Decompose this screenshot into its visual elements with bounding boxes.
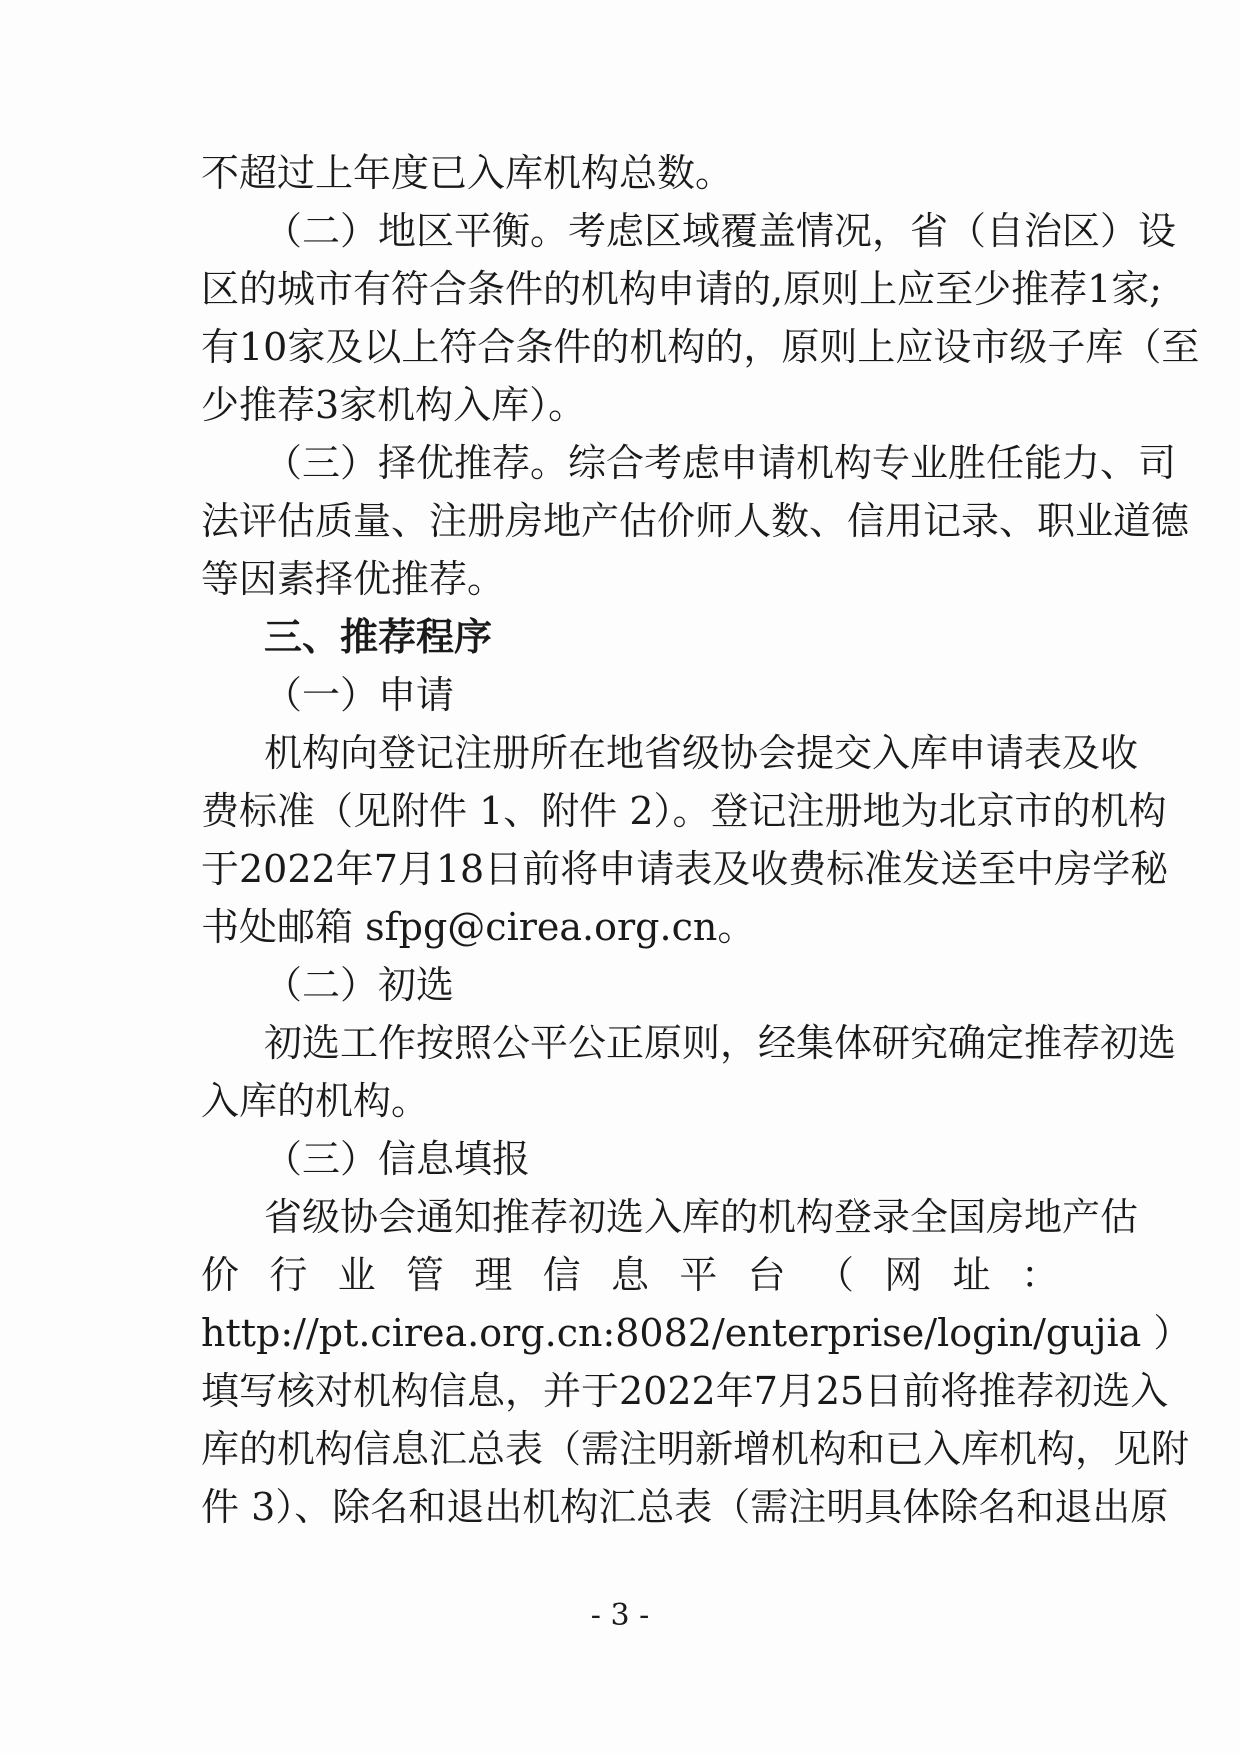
text-line: 区的城市有符合条件的机构申请的,原则上应至少推荐1家;: [201, 267, 1163, 311]
text-line: 有10家及以上符合条件的机构的，原则上应设市级子库（至: [201, 325, 1200, 369]
text-line: 于2022年7月18日前将申请表及收费标准发送至中房学秘: [201, 847, 1169, 891]
page-number: - 3 -: [590, 1598, 650, 1633]
text-line: 少推荐3家机构入库）。: [201, 383, 587, 427]
text-line: 件 3）、除名和退出机构汇总表（需注明具体除名和退出原: [201, 1485, 1169, 1529]
text-line: 价 行 业 管 理 信 息 平 台 （ 网 址 ：: [201, 1253, 1059, 1297]
text-line: 书处邮箱 sfpg@cirea.org.cn。: [201, 905, 756, 949]
text-line: （二）初选: [264, 963, 455, 1007]
text-line: （一）申请: [264, 673, 455, 717]
body-text: [201, 144, 1200, 1536]
text-line: （三）信息填报: [264, 1137, 531, 1181]
text-line: 机构向登记注册所在地省级协会提交入库申请表及收: [264, 731, 1139, 775]
text-line: 省级协会通知推荐初选入库的机构登录全国房地产估: [264, 1195, 1139, 1239]
text-line: 费标准（见附件 1、附件 2）。登记注册地为北京市的机构: [201, 789, 1167, 833]
text-line: 入库的机构。: [201, 1079, 430, 1123]
section-heading: 三、推荐程序: [264, 614, 493, 659]
text-line: 库的机构信息汇总表（需注明新增机构和已入库机构，见附: [201, 1427, 1190, 1471]
text-line: 不超过上年度已入库机构总数。: [201, 151, 734, 195]
text-line: 初选工作按照公平公正原则，经集体研究确定推荐初选: [264, 1021, 1177, 1065]
text-line: 填写核对机构信息，并于2022年7月25日前将推荐初选入: [201, 1369, 1169, 1413]
text-line: （二）地区平衡。考虑区域覆盖情况，省（自治区）设: [264, 209, 1177, 253]
text-line: http://pt.cirea.org.cn:8082/enterprise/login/gujia ）: [201, 1311, 1192, 1355]
text-line: 法评估质量、注册房地产估价师人数、信用记录、职业道德: [201, 499, 1190, 543]
text-line: 等因素择优推荐。: [201, 557, 506, 601]
text-line: （三）择优推荐。综合考虑申请机构专业胜任能力、司: [264, 441, 1177, 485]
